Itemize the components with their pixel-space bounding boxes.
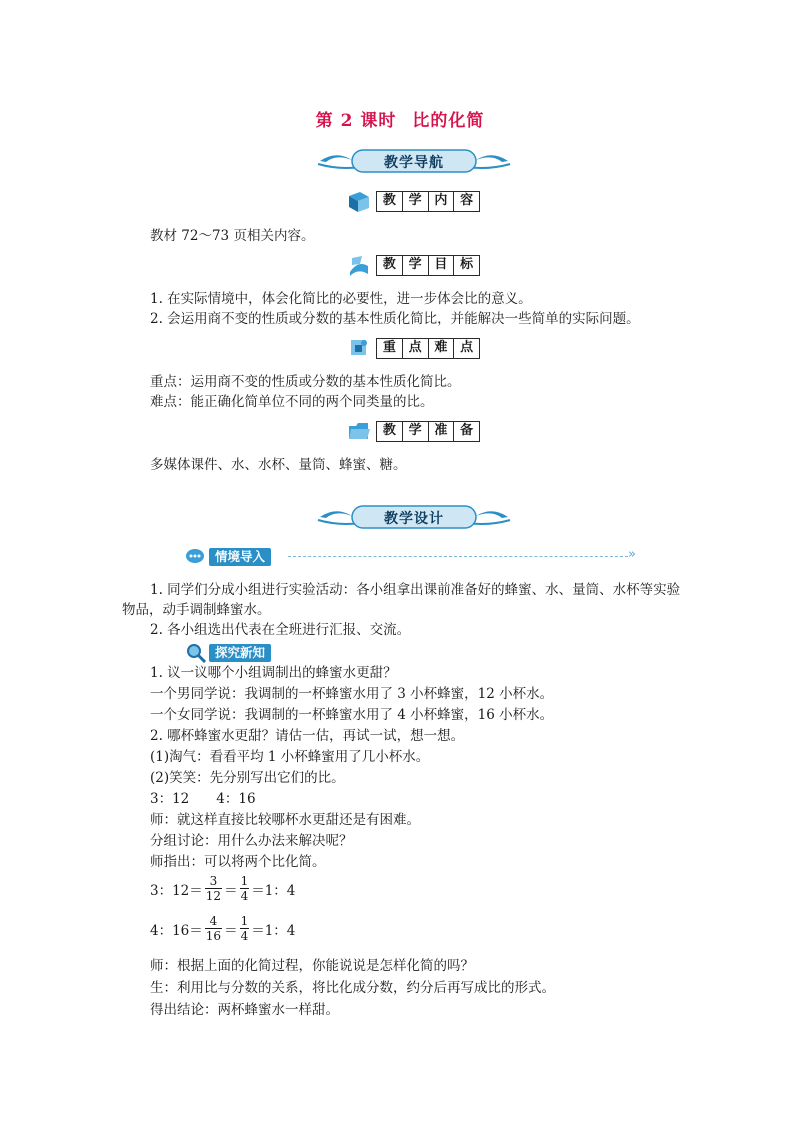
numerator: 1	[240, 874, 249, 888]
lesson-number: 第 2 课时	[315, 111, 397, 131]
char: 教	[377, 422, 403, 441]
chat-icon	[184, 546, 208, 568]
eq-rhs: ＝1：4	[251, 882, 296, 899]
subhead-key	[346, 335, 482, 361]
denominator: 4	[240, 929, 249, 943]
star-icon	[346, 335, 372, 361]
intro-paragraph-2: 2. 各小组选出代表在全班进行汇报、交流。	[150, 622, 411, 638]
tag-intro	[184, 546, 644, 568]
char: 难	[429, 339, 455, 358]
denominator: 12	[205, 889, 222, 903]
eq-lhs: 3：12＝	[150, 882, 203, 899]
subhead-prep	[346, 418, 482, 444]
char: 重	[377, 339, 403, 358]
subhead-content-box	[376, 191, 480, 212]
tag-explore	[184, 642, 644, 664]
equation-1	[150, 874, 295, 903]
banner-design-text: 教学设计	[384, 511, 444, 527]
explore-line: 1. 议一议哪个小组调制出的蜂蜜水更甜？	[150, 665, 397, 681]
numerator: 3	[209, 874, 218, 888]
char: 标	[460, 257, 474, 272]
explore-after-line: 得出结论：两杯蜂蜜水一样甜。	[150, 1002, 339, 1018]
explore-line: 分组讨论：用什么办法来解决呢？	[150, 833, 353, 849]
tag-intro-label: 情境导入	[209, 548, 271, 566]
eq-lhs: 4：16＝	[150, 922, 203, 939]
char: 点	[460, 340, 474, 355]
subhead-key-box	[376, 338, 480, 359]
flag-icon	[346, 252, 372, 278]
book-icon	[346, 188, 372, 214]
content-text: 教材 72～73 页相关内容。	[150, 228, 315, 244]
fraction	[240, 914, 250, 943]
fraction	[240, 874, 250, 903]
key-item: 重点：运用商不变的性质或分数的基本性质化简比。	[150, 374, 461, 390]
lesson-topic: 比的化简	[412, 111, 485, 131]
magnifier-icon	[184, 642, 208, 664]
explore-line: 师：就这样直接比较哪杯水更甜还是有困难。	[150, 812, 420, 828]
tag-dash-line	[288, 556, 628, 557]
eq-sign: ＝	[224, 922, 238, 939]
char: 学	[403, 192, 429, 211]
explore-line: (1)淘气：看看平均 1 小杯蜂蜜用了几小杯水。	[150, 749, 430, 765]
char: 教	[377, 192, 403, 211]
eq-sign: ＝	[224, 882, 238, 899]
subhead-goals	[346, 252, 482, 278]
denominator: 16	[205, 929, 222, 943]
eq-rhs: ＝1：4	[251, 922, 296, 939]
banner-design	[316, 502, 512, 532]
goal-item: 1. 在实际情境中，体会化简比的必要性，进一步体会比的意义。	[150, 291, 532, 307]
denominator: 4	[240, 889, 249, 903]
explore-after-line: 生：利用比与分数的关系，将比化成分数，约分后再写成比的形式。	[150, 980, 555, 996]
explore-after-line: 师：根据上面的化简过程，你能说说是怎样化简的吗？	[150, 958, 474, 974]
char: 点	[403, 339, 429, 358]
char: 学	[403, 422, 429, 441]
explore-line: (2)笑笑：先分别写出它们的比。	[150, 770, 345, 786]
double-chevron-icon: »	[628, 547, 636, 562]
fraction	[205, 914, 222, 943]
char: 备	[460, 423, 474, 438]
char: 教	[377, 256, 403, 275]
explore-line: 师指出：可以将两个比化简。	[150, 854, 326, 870]
banner-guide-text: 教学导航	[384, 155, 444, 171]
char: 学	[403, 256, 429, 275]
explore-line: 3：12 4：16	[150, 791, 256, 807]
goal-item: 2. 会运用商不变的性质或分数的基本性质化简比，并能解决一些简单的实际问题。	[150, 311, 640, 327]
explore-line: 2. 哪杯蜂蜜水更甜？请估一估，再试一试，想一想。	[150, 728, 465, 744]
subhead-prep-box	[376, 421, 480, 442]
subhead-goals-box	[376, 255, 480, 276]
equation-2	[150, 914, 295, 943]
subhead-content	[346, 188, 482, 214]
numerator: 1	[240, 914, 249, 928]
tag-explore-label: 探究新知	[209, 644, 271, 662]
char: 目	[429, 256, 455, 275]
char: 容	[460, 193, 474, 208]
char: 准	[429, 422, 455, 441]
explore-line: 一个男同学说：我调制的一杯蜂蜜水用了 3 小杯蜂蜜，12 小杯水。	[150, 686, 554, 702]
numerator: 4	[209, 914, 218, 928]
banner-guide	[316, 146, 512, 176]
page-title	[0, 106, 800, 131]
intro-paragraph-1: 1. 同学们分成小组进行实验活动：各小组拿出课前准备好的蜂蜜、水、量筒、水杯等实验物品，动手调制蜂蜜水。	[122, 582, 681, 618]
explore-line: 一个女同学说：我调制的一杯蜂蜜水用了 4 小杯蜂蜜，16 小杯水。	[150, 707, 554, 723]
prep-text: 多媒体课件、水、水杯、量筒、蜂蜜、糖。	[150, 457, 407, 473]
key-item: 难点：能正确化简单位不同的两个同类量的比。	[150, 394, 434, 410]
fraction	[205, 874, 222, 903]
folder-icon	[346, 418, 372, 444]
char: 内	[429, 192, 455, 211]
